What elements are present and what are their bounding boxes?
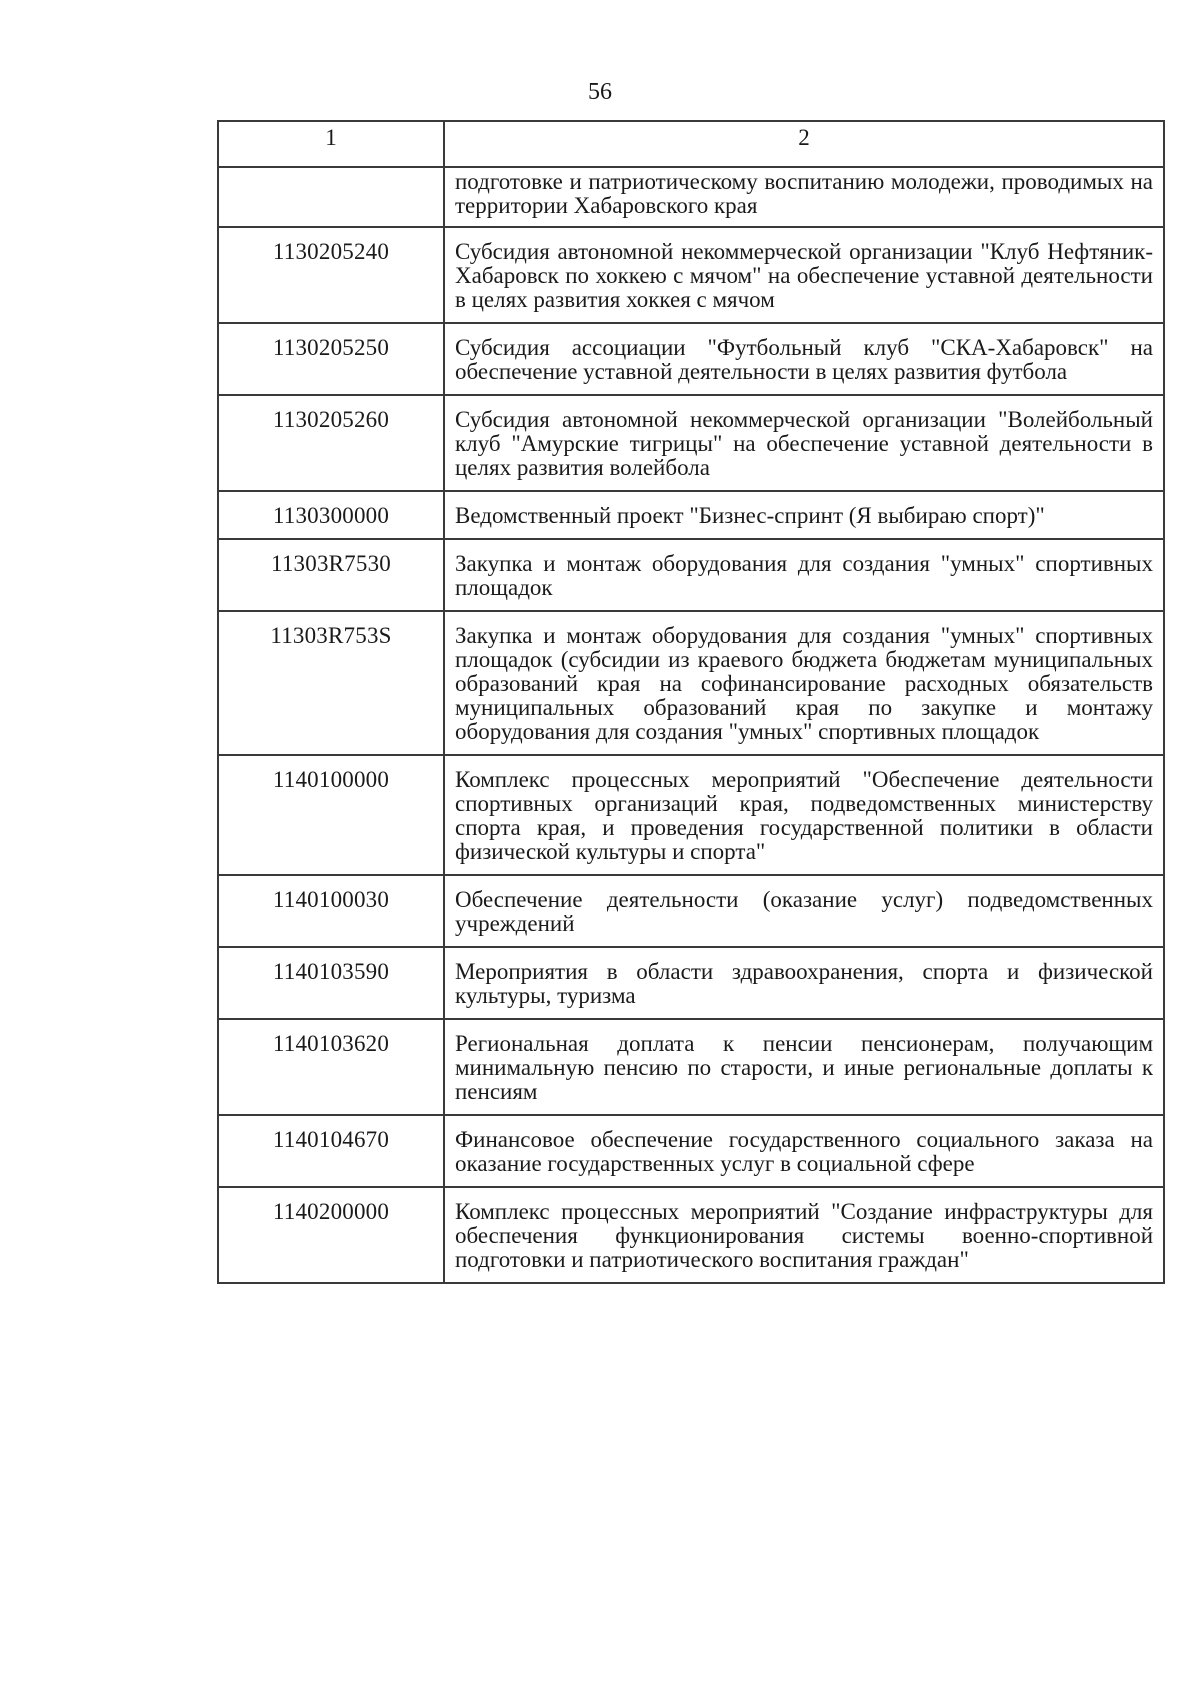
row-name: Комплекс процессных мероприятий "Создание инфраструктуры для обеспечения функционирования системы военно-спортивной подготовки и патриотического воспитания граждан"	[444, 1187, 1164, 1283]
table-row	[218, 755, 1164, 875]
row-name: Субсидия автономной некоммерческой организации "Клуб Нефтяник-Хабаровск по хоккею с мячом" на обеспечение уставной деятельности в целях развития хоккея с мячом	[444, 227, 1164, 323]
row-code: 11303R753S	[218, 611, 444, 755]
row-name: Субсидия автономной некоммерческой организации "Волейбольный клуб "Амурские тигрицы" на обеспечение уставной деятельности в целях развития волейбола	[444, 395, 1164, 491]
table-row	[218, 227, 1164, 323]
table-row	[218, 491, 1164, 539]
row-code: 11303R7530	[218, 539, 444, 611]
table-header-row	[218, 121, 1164, 167]
row-name: Ведомственный проект "Бизнес-спринт (Я выбираю спорт)"	[444, 491, 1164, 539]
row-name: Закупка и монтаж оборудования для создания "умных" спортивных площадок (субсидии из краевого бюджета бюджетам муниципальных образований края на софинансирование расходных обязательств муниципальных образований края по закупке и монтажу оборудования для создания "умных" спортивных площадок	[444, 611, 1164, 755]
row-name: Финансовое обеспечение государственного социального заказа на оказание государственных услуг в социальной сфере	[444, 1115, 1164, 1187]
row-code: 1140104670	[218, 1115, 444, 1187]
row-code: 1140200000	[218, 1187, 444, 1283]
row-name: Субсидия ассоциации "Футбольный клуб "СКА-Хабаровск" на обеспечение уставной деятельности в целях развития футбола	[444, 323, 1164, 395]
row-name: Региональная доплата к пенсии пенсионерам, получающим минимальную пенсию по старости, и иные региональные доплаты к пенсиям	[444, 1019, 1164, 1115]
row-code: 1140103590	[218, 947, 444, 1019]
row-name: Обеспечение деятельности (оказание услуг) подведомственных учреждений	[444, 875, 1164, 947]
page-number: 56	[588, 79, 612, 105]
table-row	[218, 875, 1164, 947]
table-row	[218, 947, 1164, 1019]
table-row	[218, 1115, 1164, 1187]
row-name: Комплекс процессных мероприятий "Обеспечение деятельности спортивных организаций края, подведомственных министерству спорта края, и проведения государственной политики в области физической культуры и спорта"	[444, 755, 1164, 875]
row-code: 1140103620	[218, 1019, 444, 1115]
column-header-code: 1	[218, 121, 444, 167]
row-name: подготовке и патриотическому воспитанию молодежи, проводимых на территории Хабаровского края	[444, 167, 1164, 227]
table-row	[218, 395, 1164, 491]
table-row	[218, 323, 1164, 395]
row-code: 1140100030	[218, 875, 444, 947]
column-header-name: 2	[444, 121, 1164, 167]
row-code: 1130205240	[218, 227, 444, 323]
table-row	[218, 539, 1164, 611]
row-code: 1140100000	[218, 755, 444, 875]
row-code: 1130300000	[218, 491, 444, 539]
table-row	[218, 1187, 1164, 1283]
row-code	[218, 167, 444, 227]
row-code: 1130205250	[218, 323, 444, 395]
table-row	[218, 167, 1164, 227]
table-row	[218, 611, 1164, 755]
row-code: 1130205260	[218, 395, 444, 491]
row-name: Мероприятия в области здравоохранения, спорта и физической культуры, туризма	[444, 947, 1164, 1019]
row-name: Закупка и монтаж оборудования для создания "умных" спортивных площадок	[444, 539, 1164, 611]
table-row	[218, 1019, 1164, 1115]
budget-code-table	[217, 120, 1165, 1284]
